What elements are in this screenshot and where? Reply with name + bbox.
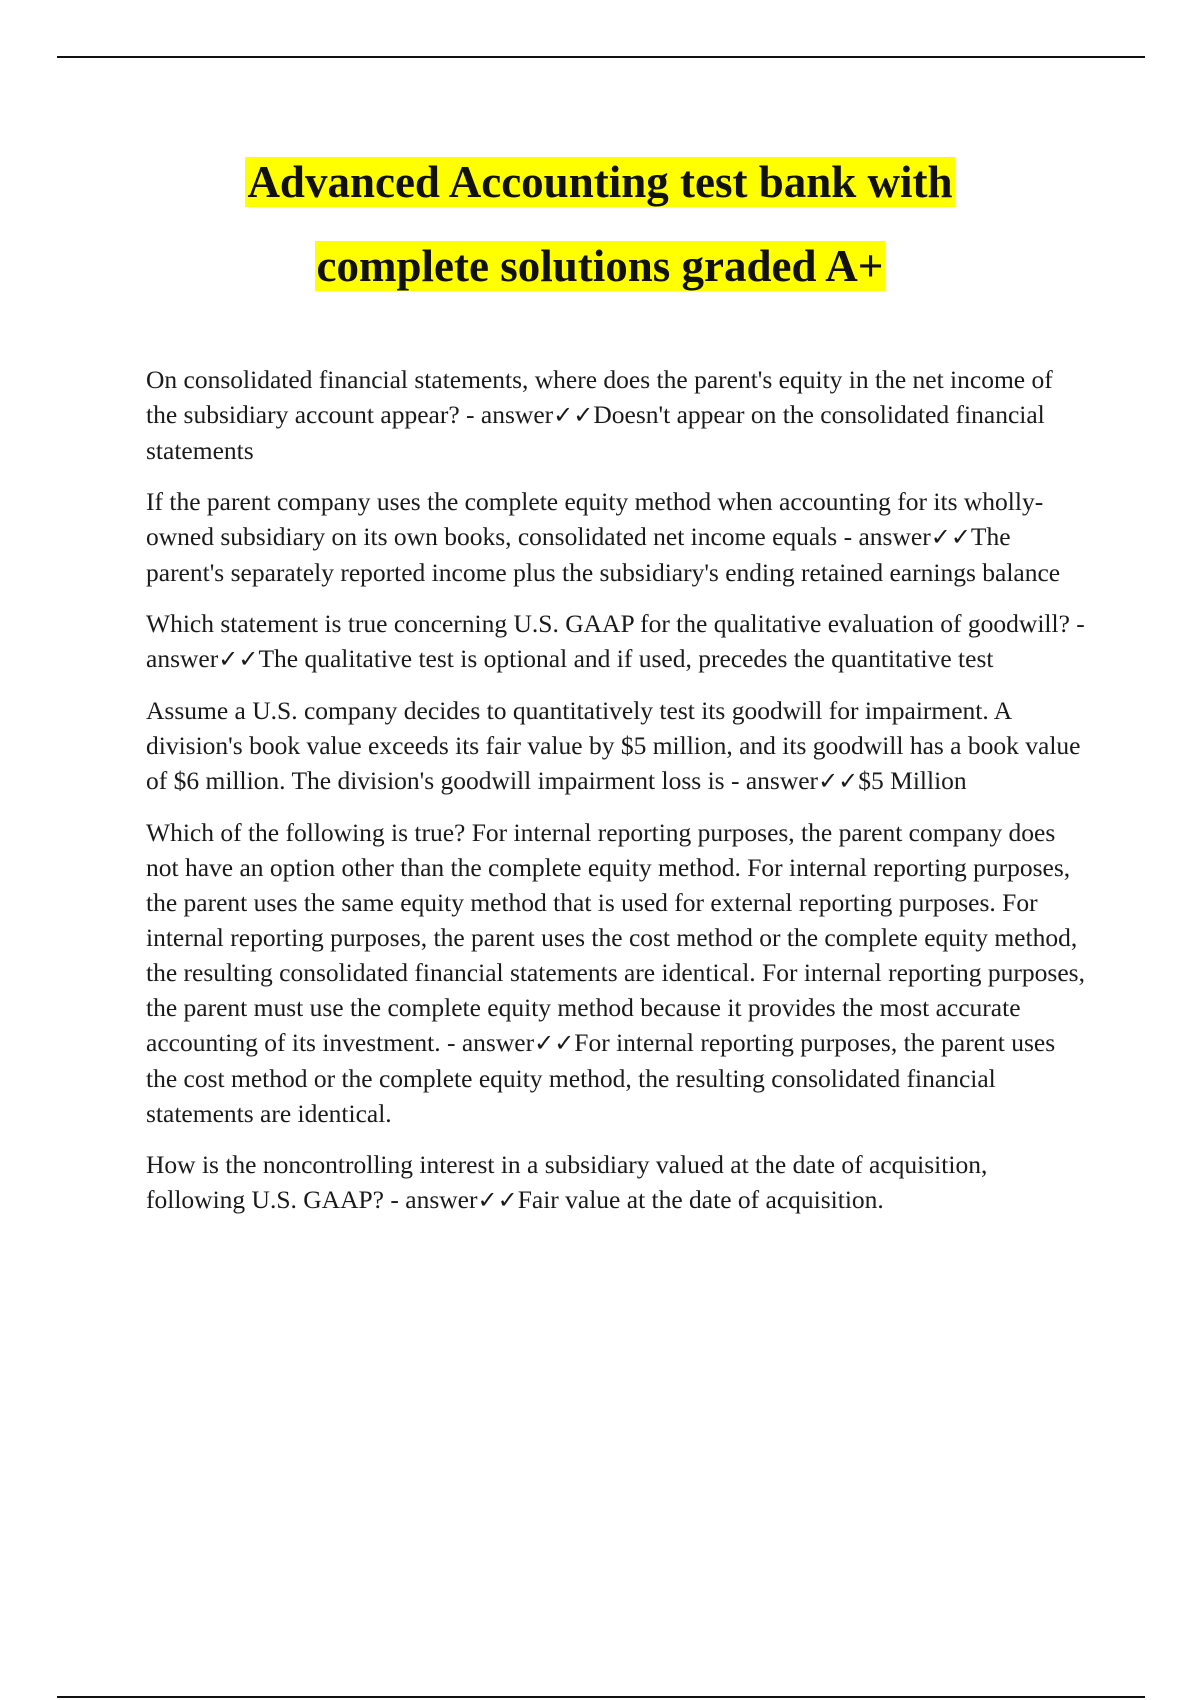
qa-item xyxy=(146,606,1086,677)
question-text: Assume a U.S. company decides to quantitatively test its goodwill for impairment. A division's book value exceeds its fair value by $5 million, and its goodwill has a book value of $6 million. The division's goodwill impairment loss is xyxy=(146,696,1081,795)
question-text: Which of the following is true? For internal reporting purposes, the parent company does not have an option other than the complete equity method. For internal reporting purposes, the parent uses the same equity method that is used for external reporting purposes. For internal reporting purposes, the parent uses the cost method or the complete equity method, the resulting consolidated financial statements are identical. For internal reporting purposes, the parent must use the complete equity method because it provides the most accurate accounting of its investment. xyxy=(146,818,1085,1057)
title-highlight-2: complete solutions graded A+ xyxy=(316,241,884,291)
answer-separator: - answer xyxy=(440,1028,535,1057)
question-text: How is the noncontrolling interest in a subsidiary valued at the date of acquisition, following U.S. GAAP? xyxy=(146,1150,988,1214)
qa-list xyxy=(146,362,1086,1234)
answer-separator: - answer xyxy=(837,522,931,551)
qa-item xyxy=(146,815,1086,1131)
question-text: Which statement is true concerning U.S. GAAP for the qualitative evaluation of goodwill? xyxy=(146,609,1070,638)
answer-separator: - answer xyxy=(146,609,1085,673)
question-text: If the parent company uses the complete equity method when accounting for its wholly-owned subsidiary on its own books, consolidated net income equals xyxy=(146,487,1044,551)
check-icon: ✓✓ xyxy=(477,1186,518,1214)
qa-item xyxy=(146,484,1086,590)
answer-separator: - answer xyxy=(724,766,819,795)
title-highlight-1: Advanced Accounting test bank with xyxy=(247,157,953,207)
qa-item xyxy=(146,1147,1086,1218)
answer-text: The qualitative test is optional and if used, precedes the quantitative test xyxy=(258,644,994,673)
check-icon: ✓✓ xyxy=(930,523,971,551)
check-icon: ✓✓ xyxy=(553,401,594,429)
bottom-rule xyxy=(57,1696,1145,1698)
answer-text: For internal reporting purposes, the parent uses the cost method or the complete equity method, the resulting consolidated financial statements are identical. xyxy=(146,1028,1056,1128)
answer-text: $5 Million xyxy=(858,766,967,795)
qa-item xyxy=(146,693,1086,799)
document-title xyxy=(0,140,1200,308)
title-line-2 xyxy=(0,224,1200,308)
answer-separator: - answer xyxy=(459,400,554,429)
check-icon: ✓✓ xyxy=(218,645,259,673)
answer-separator: - answer xyxy=(384,1185,478,1214)
answer-text: Fair value at the date of acquisition. xyxy=(517,1185,884,1214)
top-rule xyxy=(57,56,1145,58)
question-text: On consolidated financial statements, where does the parent's equity in the net income of the subsidiary account appear? xyxy=(146,365,1053,429)
answer-text: Doesn't appear on the consolidated financial statements xyxy=(146,400,1045,465)
qa-item xyxy=(146,362,1086,468)
title-line-1 xyxy=(0,140,1200,224)
check-icon: ✓✓ xyxy=(818,767,859,795)
check-icon: ✓✓ xyxy=(534,1029,575,1057)
answer-text: The parent's separately reported income plus the subsidiary's ending retained earnings balance xyxy=(146,522,1061,587)
